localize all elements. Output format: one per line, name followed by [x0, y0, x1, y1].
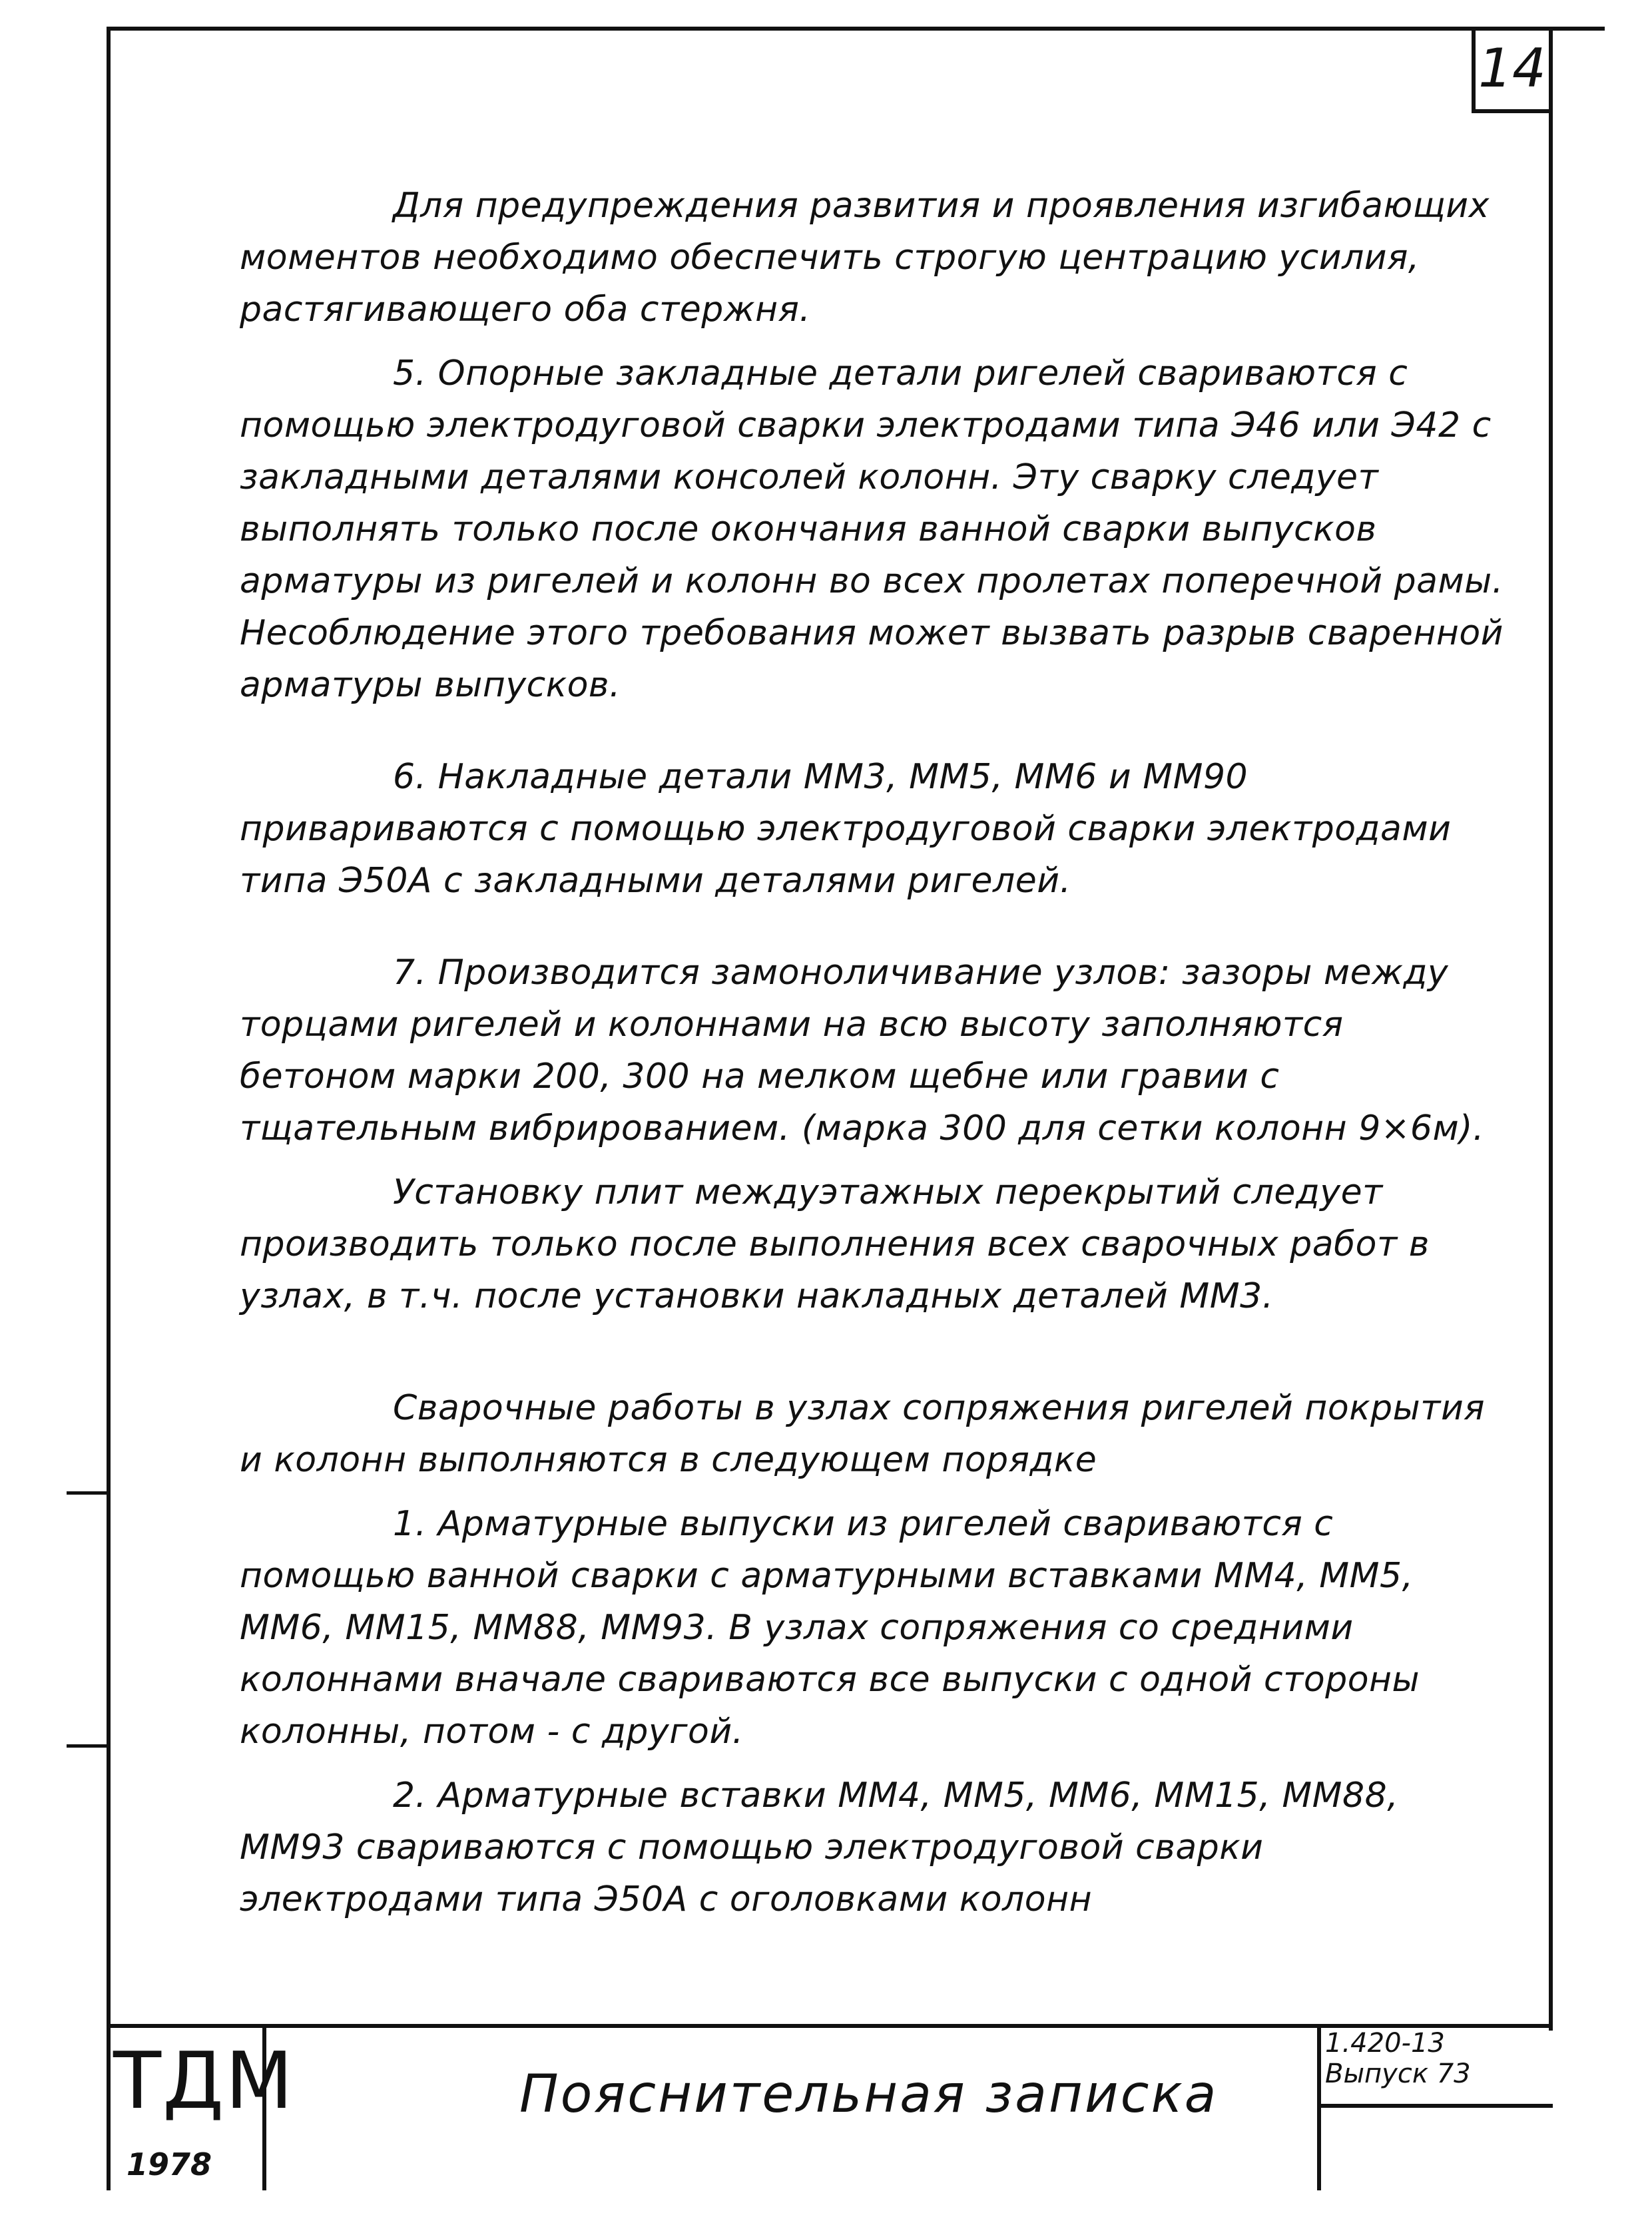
series-number: 1.420-13 [1325, 2028, 1445, 2059]
frame-right-line [1549, 27, 1553, 2031]
title-block [107, 2024, 1553, 2190]
organization-name: ТДМ [113, 2035, 295, 2126]
paragraph-welding-order: Сварочные работы в узлах сопряжения ригелей покрытия и колонн выполняются в следующем порядке [240, 1388, 1486, 1480]
paragraph-item-5: 5. Опорные закладные детали ригелей свариваются с помощью электродуговой сварки электродами типа Э46 или Э42 с закладными деталями консолей колонн. Эту сварку следует выполнять только после окончания ванной сварки выпусков арматуры из ригелей и колонн во всех пролетах поперечной рамы. Несоблюдение этого требования может вызвать разрыв сваренной арматуры выпусков. [240, 354, 1504, 705]
paragraph-step-2: 2. Арматурные вставки ММ4, ММ5, ММ6, ММ15, ММ88, ММ93 свариваются с помощью электродуговой сварки электродами типа Э50А с оголовками колонн [240, 1776, 1399, 1919]
binding-mark-lower [67, 1744, 107, 1748]
paragraph-slab-installation: Установку плит междуэтажных перекрытий следует производить только после выполнения всех сварочных работ в узлах, в т.ч. после установки накладных деталей ММ3. [240, 1172, 1430, 1316]
title-block-divider [1317, 2108, 1321, 2190]
document-year: 1978 [127, 2146, 212, 2182]
title-block-org-cell [107, 2028, 295, 2190]
issue-number: Выпуск 73 [1325, 2059, 1471, 2089]
document-body [240, 180, 1505, 1925]
document-title: Пояснительная записка [519, 2065, 1219, 2124]
page-number: 14 [1472, 27, 1549, 113]
paragraph-item-6: 6. Накладные детали ММ3, ММ5, ММ6 и ММ90 привариваются с помощью электродуговой сварки электродами типа Э50А с закладными деталями ригелей. [240, 757, 1452, 901]
frame-left-line [107, 27, 111, 2190]
frame-top-line [107, 27, 1605, 31]
paragraph-step-1: 1. Арматурные выпуски из ригелей свариваются с помощью ванной сварки с арматурными вставками ММ4, ММ5, ММ6, ММ15, ММ88, ММ93. В узлах сопряжения со средними колоннами вначале свариваются все выпуски с одной стороны колонны, потом - с другой. [240, 1504, 1420, 1752]
binding-mark-upper [67, 1491, 107, 1495]
paragraph-item-7: 7. Производится замоноличивание узлов: зазоры между торцами ригелей и колоннами на всю высоту заполняются бетоном марки 200, 300 на мелком щебне или гравии с тщательным вибрированием. (марка 300 для сетки колонн 9×6м). [240, 953, 1484, 1148]
series-code-cell [1317, 2028, 1553, 2108]
paragraph-intro: Для предупреждения развития и проявления изгибающих моментов необходимо обеспечить строгую центрацию усилия, растягивающего оба стержня. [240, 186, 1490, 330]
